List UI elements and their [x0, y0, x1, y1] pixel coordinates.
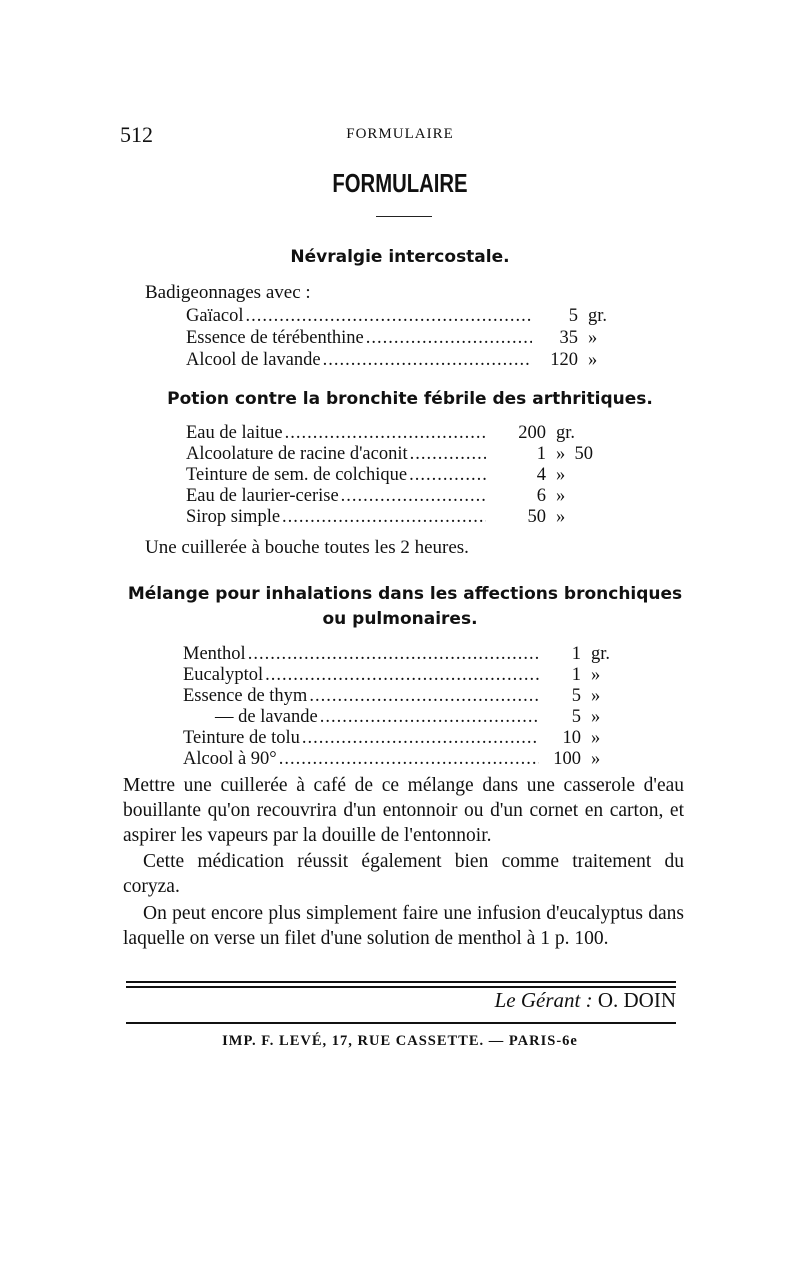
item-name: Alcoolature de racine d'aconit: [186, 444, 408, 464]
footer-rule-bottom: [126, 1022, 676, 1024]
item-name: Eucalyptol: [183, 665, 264, 685]
item-name: Teinture de tolu: [183, 728, 300, 748]
item-unit: gr.: [588, 306, 608, 326]
running-head: FORMULAIRE: [346, 126, 454, 142]
leader-dots: [320, 707, 539, 728]
item-name: Essence de thym: [183, 686, 308, 706]
item-unit: »: [591, 707, 601, 727]
item-name: Teinture de sem. de colchique: [186, 465, 408, 485]
item-qty: 1: [571, 665, 581, 685]
item-name: — de lavande: [215, 707, 318, 727]
item-qty: 5: [568, 306, 578, 326]
item-qty: 1: [571, 644, 581, 664]
leader-dots: [282, 507, 486, 528]
item-qty: 10: [562, 728, 581, 748]
list-item: [186, 486, 626, 507]
item-qty: 120: [550, 350, 578, 370]
section2-heading: Potion contre la bronchite fébrile des arthritiques.: [167, 389, 653, 409]
title-rule: [376, 216, 432, 217]
paragraph: On peut encore plus simplement faire une infusion d'eucalyptus dans laquelle on verse un filet d'une solution de menthol à 1 p. 100.: [123, 903, 684, 949]
item-qty: 6: [536, 486, 546, 506]
list-item: [186, 306, 626, 327]
leader-dots: [410, 444, 486, 465]
item-name: Sirop simple: [186, 507, 281, 527]
list-item: [183, 686, 625, 707]
gerant-line: [495, 988, 676, 1013]
item-qty: 5: [571, 686, 581, 706]
list-item: [183, 644, 625, 665]
imprint: IMP. F. LEVÉ, 17, RUE CASSETTE. — PARIS-6e: [222, 1033, 578, 1049]
item-unit: »: [556, 507, 566, 527]
leader-dots: [309, 686, 539, 707]
list-item: [215, 707, 625, 728]
leader-dots: [366, 328, 532, 349]
page-title: FORMULAIRE: [332, 168, 468, 198]
leader-dots: [302, 728, 539, 749]
item-unit: »: [556, 486, 566, 506]
item-name: Menthol: [183, 644, 246, 664]
gerant-label: Le Gérant :: [494, 988, 593, 1012]
item-unit: » 50: [556, 444, 593, 464]
paragraph: Mettre une cuillerée à café de ce mélange dans une casserole d'eau bouillante qu'on recouvrira d'un entonnoir ou d'un cornet en carton, et aspirer les vapeurs par la douille de l'entonnoir.: [123, 775, 684, 846]
item-name: Eau de laitue: [186, 423, 283, 443]
leader-dots: [341, 486, 486, 507]
leader-dots: [265, 665, 539, 686]
paragraph: Cette médication réussit également bien comme traitement du coryza.: [123, 851, 684, 897]
list-item: [186, 423, 626, 444]
list-item: [186, 328, 626, 349]
item-unit: »: [588, 328, 598, 348]
item-unit: »: [591, 728, 601, 748]
item-qty: 50: [527, 507, 546, 527]
item-unit: »: [591, 686, 601, 706]
leader-dots: [248, 644, 539, 665]
list-item: [186, 444, 626, 465]
item-unit: »: [591, 749, 601, 769]
item-qty: 4: [536, 465, 546, 485]
item-name: Essence de térébenthine: [186, 328, 364, 348]
page-number: 512: [120, 122, 153, 147]
section3-heading-line2: ou pulmonaires.: [322, 609, 478, 629]
footer-rule-top: [126, 981, 676, 983]
list-item: [183, 749, 625, 770]
item-qty: 1: [536, 444, 546, 464]
item-qty: 5: [571, 707, 581, 727]
item-qty: 35: [559, 328, 578, 348]
item-qty: 100: [553, 749, 581, 769]
leader-dots: [246, 306, 532, 327]
item-name: Gaïacol: [186, 306, 244, 326]
leader-dots: [323, 350, 532, 371]
leader-dots: [279, 749, 539, 770]
item-qty: 200: [518, 423, 546, 443]
item-unit: gr.: [556, 423, 576, 443]
item-unit: »: [588, 350, 598, 370]
list-item: [186, 507, 626, 528]
list-item: [186, 465, 626, 486]
item-name: Alcool de lavande: [186, 350, 321, 370]
section2-note: Une cuillerée à bouche toutes les 2 heures.: [145, 537, 469, 558]
item-unit: gr.: [591, 644, 611, 664]
gerant-name: O. DOIN: [597, 988, 676, 1012]
section3-heading-line1: Mélange pour inhalations dans les affections bronchiques: [127, 584, 683, 604]
leader-dots: [285, 423, 486, 444]
list-item: [183, 728, 625, 749]
item-unit: »: [556, 465, 566, 485]
section1-intro: Badigeonnages avec :: [145, 282, 311, 303]
leader-dots: [409, 465, 486, 486]
item-name: Eau de laurier-cerise: [186, 486, 339, 506]
item-name: Alcool à 90°: [183, 749, 277, 769]
list-item: [186, 350, 626, 371]
section1-heading: Névralgie intercostale.: [290, 247, 510, 267]
list-item: [183, 665, 625, 686]
item-unit: »: [591, 665, 601, 685]
